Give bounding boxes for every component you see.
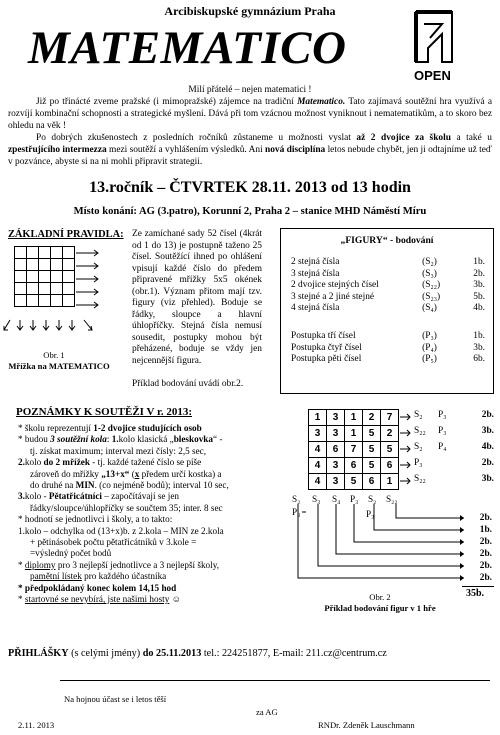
cell: 5 <box>363 426 381 442</box>
rules-text: Ze zamíchané sady 52 čísel (4krát od 1 do 13) je postupně taženo 25 čísel. Soutěžící ihned po ohlášení vpisují každé číslo do předem připravené mřížky 5x5 okének (obr.1). Význam přitom mají tzv. figury (viz přehled). Boduje se řádky, sloupce a hlavní úhlopříčky. Stejná čísla nemusí sousedit, postupky mohou být přeházené, boduje se vždy jen nejcennější figura. <box>132 229 262 366</box>
figure-code: (P₃) <box>422 331 437 341</box>
footer-date: 2.11. 2013 <box>18 720 55 730</box>
cell: 7 <box>345 442 363 458</box>
col-code: S₂ <box>292 494 301 504</box>
example-table <box>308 409 399 490</box>
row-code-line <box>414 474 494 490</box>
figure-name: Postupka čtyř čísel <box>291 342 362 353</box>
row-code: S₂ <box>414 442 423 452</box>
n: x <box>134 468 140 479</box>
note-line <box>18 480 288 491</box>
n: 3. <box>18 491 25 502</box>
n: - tj. každé tažené číslo se píše <box>89 457 202 468</box>
figure-name: 3 stejná čísla <box>291 268 340 279</box>
fig2-caption: Obr. 2 <box>369 592 391 602</box>
row-code-line <box>414 426 494 442</box>
cell: 4 <box>309 458 327 474</box>
row-code: P₃ <box>414 458 423 468</box>
n: MIN <box>75 480 95 491</box>
p2-d: zpestřujícího intermezza <box>8 145 107 155</box>
page-title: MATEMATICO <box>28 22 347 74</box>
note-line <box>18 423 288 434</box>
fig1-caption: Obr. 1 <box>43 350 65 360</box>
intro-p1-text: Již po třinácté zveme pražské (i mimopražské) zájemce na tradiční <box>36 97 298 107</box>
col-point: 2b. <box>479 561 492 571</box>
example-grid <box>308 409 399 490</box>
p2-b: až 2 dvojice za školu <box>356 133 451 143</box>
cell: 4 <box>309 442 327 458</box>
notes-heading: POZNÁMKY K SOUTĚŽI V r. 2013: <box>16 406 193 418</box>
n: 1-2 dvojice studujících osob <box>93 423 202 433</box>
signup-deadline: do 25.11.2013 <box>142 648 202 659</box>
cell: 6 <box>327 442 345 458</box>
fig2-title: Příklad bodování figur v 1 hře <box>324 603 436 613</box>
table-row <box>309 410 399 426</box>
n: * <box>18 594 25 605</box>
table-row <box>309 458 399 474</box>
diag-code-left: P₃ <box>292 507 301 517</box>
figures-list-sequences <box>291 331 485 366</box>
n: kolo klasická „ <box>118 434 174 445</box>
note-line <box>18 560 288 571</box>
figure-item <box>291 331 485 343</box>
footer-author: RNDr. Zdeněk Lauschmann <box>318 720 415 730</box>
row-points: 3b. <box>481 474 494 484</box>
row-points: 2b. <box>481 458 494 468</box>
figure-item <box>291 292 485 304</box>
col-point: 2b. <box>479 513 492 523</box>
row-code: S₂ <box>414 410 423 420</box>
col-point: 2b. <box>479 537 492 547</box>
row-points: 4b. <box>481 442 494 452</box>
figure-code: (S₂₃) <box>422 291 441 302</box>
table-row <box>309 474 399 490</box>
n: předem určí kostka) a <box>139 468 222 479</box>
figure-item <box>291 269 485 281</box>
n: ☺ <box>169 594 181 605</box>
col-code: S₂ <box>368 494 377 504</box>
note-line <box>18 469 288 480</box>
rules-heading: ZÁKLADNÍ PRAVIDLA: <box>8 229 124 240</box>
signup-line <box>8 648 498 659</box>
n: 2. <box>18 457 25 468</box>
grid-arrows <box>0 244 120 340</box>
col-code: S₂₂ <box>386 494 398 504</box>
p2-c: a také u <box>450 133 492 143</box>
p2-f: nová disciplína <box>265 145 326 155</box>
note-line <box>18 434 288 445</box>
figure-code: (P₄) <box>422 342 437 353</box>
figure-name: 3 stejné a 2 jiné stejné <box>291 291 375 302</box>
row-code-line <box>414 458 494 474</box>
figure-code: (S₄) <box>422 303 437 313</box>
cell: 2 <box>363 410 381 426</box>
place-value: AG (3.patro), Korunní 2, Praha 2 – stanice MHD Náměstí Míru <box>136 206 427 217</box>
figure-points: 5b. <box>473 291 485 302</box>
cell: 6 <box>381 458 399 474</box>
figure-name: Postupka pěti čísel <box>291 354 362 364</box>
n: startovné se nevybírá, jste našimi hosty <box>24 594 170 605</box>
figure-item <box>291 280 485 292</box>
figure-item <box>291 303 485 315</box>
note-line: + pětinásobek počtu pětatřicátníků v 3.kole = <box>30 537 197 548</box>
n: kolo <box>24 457 44 468</box>
col-point: 2b. <box>479 573 492 583</box>
n: * <box>18 559 25 570</box>
fig1-title: Mřížka na MATEMATICO <box>8 361 110 371</box>
figure-points: 3b. <box>473 280 485 290</box>
p2-e: mezi soutěží a vyhlášením výsledků. Ani <box>106 145 266 155</box>
figure-item <box>291 354 485 366</box>
n: * školu reprezentují <box>18 423 94 433</box>
cell: 1 <box>345 426 363 442</box>
n: do 2 mřížek <box>43 457 90 468</box>
n: kolo - <box>24 491 49 502</box>
figures-list-same <box>291 257 485 315</box>
total-rule <box>462 586 494 587</box>
cell: 1 <box>381 474 399 490</box>
figure-code: (P₅) <box>422 354 437 364</box>
cell: 5 <box>345 474 363 490</box>
rules-text-2: Příklad bodování uvádí obr.2. <box>132 379 244 389</box>
figure-name: 4 stejná čísla <box>291 303 340 313</box>
cell: 3 <box>327 410 345 426</box>
n: pro 3 nejlepší jednotlivce a 3 nejlepší školy, <box>55 559 219 570</box>
p2-a: Po dobrých zkušenostech z posledních ročníků zůstaneme u možnosti vyslat <box>36 133 357 143</box>
total-points: 35b. <box>466 588 485 599</box>
cell: 3 <box>327 458 345 474</box>
event-line: 13.ročník – ČTVRTEK 28.11. 2013 od 13 hodin <box>89 179 411 196</box>
note-line <box>18 457 288 468</box>
cell: 1 <box>345 410 363 426</box>
n: pro každého účastníka <box>81 571 167 582</box>
cell: 2 <box>381 426 399 442</box>
note-line: =výsledný počet bodů <box>30 548 112 559</box>
note-line: * hodnotí se jednotlivci i školy, a to takto: <box>18 514 173 525</box>
logo-text: OPEN <box>414 68 451 83</box>
n: 1. <box>111 434 119 445</box>
note-line <box>18 594 288 605</box>
cell: 3 <box>327 426 345 442</box>
figures-heading: „FIGURY“ - bodování <box>340 235 434 246</box>
cell: 7 <box>381 410 399 426</box>
note-line <box>18 571 288 582</box>
row-points: 2b. <box>481 410 494 420</box>
n: „13+x“ <box>101 468 130 479</box>
figure-code: (S₂₂) <box>422 280 441 290</box>
signup-label: PŘIHLÁŠKY <box>8 648 69 659</box>
n: ( <box>129 468 135 479</box>
figure-item <box>291 257 485 269</box>
col-point: 1b. <box>479 525 492 535</box>
row-code: S₂₂ <box>414 426 426 436</box>
footer-org: za AG <box>256 707 278 717</box>
row-code-2: P₄ <box>438 442 447 452</box>
figure-points: 1b. <box>473 257 485 267</box>
p2-g: letos nebude chybět, jen ji odtajníme už teď v pozvánce, abyste si na ni mohli připravit strategii. <box>8 145 492 167</box>
cell: 1 <box>309 410 327 426</box>
cell: 3 <box>327 474 345 490</box>
place-label: Místo konání: <box>73 206 137 217</box>
cell: 3 <box>309 426 327 442</box>
cell: 4 <box>309 474 327 490</box>
column-routing-lines <box>288 490 466 590</box>
row-code-line <box>414 442 494 458</box>
n: bleskovka <box>173 434 214 445</box>
figure-code: (S₃) <box>422 268 437 279</box>
figure-points: 2b. <box>473 268 485 279</box>
n: * budou <box>18 434 51 445</box>
n: – započítávají se jen <box>101 491 179 502</box>
n: . (co nejméně bodů); interval 10 sec, <box>94 480 229 491</box>
cell: 5 <box>363 442 381 458</box>
figure-points: 1b. <box>473 331 485 341</box>
row-code-2: P₃ <box>438 426 447 436</box>
table-row <box>309 442 399 458</box>
notes-list <box>18 423 288 606</box>
cell: 5 <box>363 458 381 474</box>
figures-box <box>280 228 494 394</box>
figure-name: 2 stejná čísla <box>291 257 340 267</box>
footer-invite: Na hojnou účast se i letos těší <box>64 694 167 704</box>
intro-paragraph-1 <box>8 96 492 132</box>
col-code: S₃ <box>312 494 321 504</box>
note-line <box>18 491 288 502</box>
n: pamětní lístek <box>30 571 82 582</box>
col-point: 2b. <box>479 549 492 559</box>
figure-name: Postupka tří čísel <box>291 331 356 341</box>
n: do druhé na <box>30 480 76 491</box>
col-code: P₃ <box>350 494 359 504</box>
note-line: řádky/sloupce/úhlopříčky se součtem 35; inter. 8 sec <box>30 502 223 513</box>
figure-item <box>291 343 485 355</box>
n: diplomy <box>24 559 56 570</box>
table-row <box>309 426 399 442</box>
divider <box>60 680 490 681</box>
signup-contact[interactable]: tel.: 224251877, E-mail: 211.cz@centrum.cz <box>201 648 387 659</box>
intro-p1-matematico: Matematico. <box>297 97 346 107</box>
greeting: Milí přátelé – nejen matematici ! <box>188 85 312 95</box>
n: zároveň do mřížky <box>30 468 102 479</box>
figure-code: (S₂) <box>422 257 437 267</box>
figure-points: 6b. <box>473 354 485 364</box>
signup-text: (s celými jmény) <box>68 648 143 659</box>
diag-code-right: P₃ <box>366 509 375 519</box>
matematico-logo <box>402 4 498 90</box>
school-name: Arcibiskupské gymnázium Praha <box>164 4 336 18</box>
figure-name: 2 dvojice stejných čísel <box>291 280 379 290</box>
event-place <box>0 206 500 217</box>
n: Pětatřicátníci <box>48 491 102 502</box>
note-line: tj. získat maximum; interval mezi čísly: 2,5 sec, <box>30 445 207 456</box>
figure-points: 3b. <box>473 342 485 353</box>
n: “ - <box>213 434 223 445</box>
row-code-line <box>414 410 494 426</box>
row-codes <box>414 410 494 490</box>
row-arrows <box>400 409 414 491</box>
row-code: S₂₂ <box>414 474 426 484</box>
row-code-2: P₃ <box>438 410 447 420</box>
intro-paragraph-2 <box>8 132 492 168</box>
row-points: 3b. <box>481 426 494 436</box>
col-code: S₄ <box>332 494 341 504</box>
figure-points: 4b. <box>473 303 485 313</box>
n: : <box>106 434 112 445</box>
note-line: 1.kolo – odchylka od (13+x)b. z 2.kola – MIN ze 2.kola <box>18 525 224 536</box>
col-points <box>468 512 492 584</box>
intro-p1-rest: Tato zajímavá soutěžní hra využívá a rozvíjí kombinační schopnosti a strategické myšlení. Dává při tom vzácnou možnost vyniknout i nematematikům, a to skoro bez ohledu na věk ! <box>8 97 492 131</box>
cell: 6 <box>363 474 381 490</box>
n: 3 soutěžní kola <box>50 434 107 445</box>
cell: 5 <box>381 442 399 458</box>
cell: 6 <box>345 458 363 474</box>
note-line: * předpokládaný konec kolem 14,15 hod <box>18 582 177 593</box>
